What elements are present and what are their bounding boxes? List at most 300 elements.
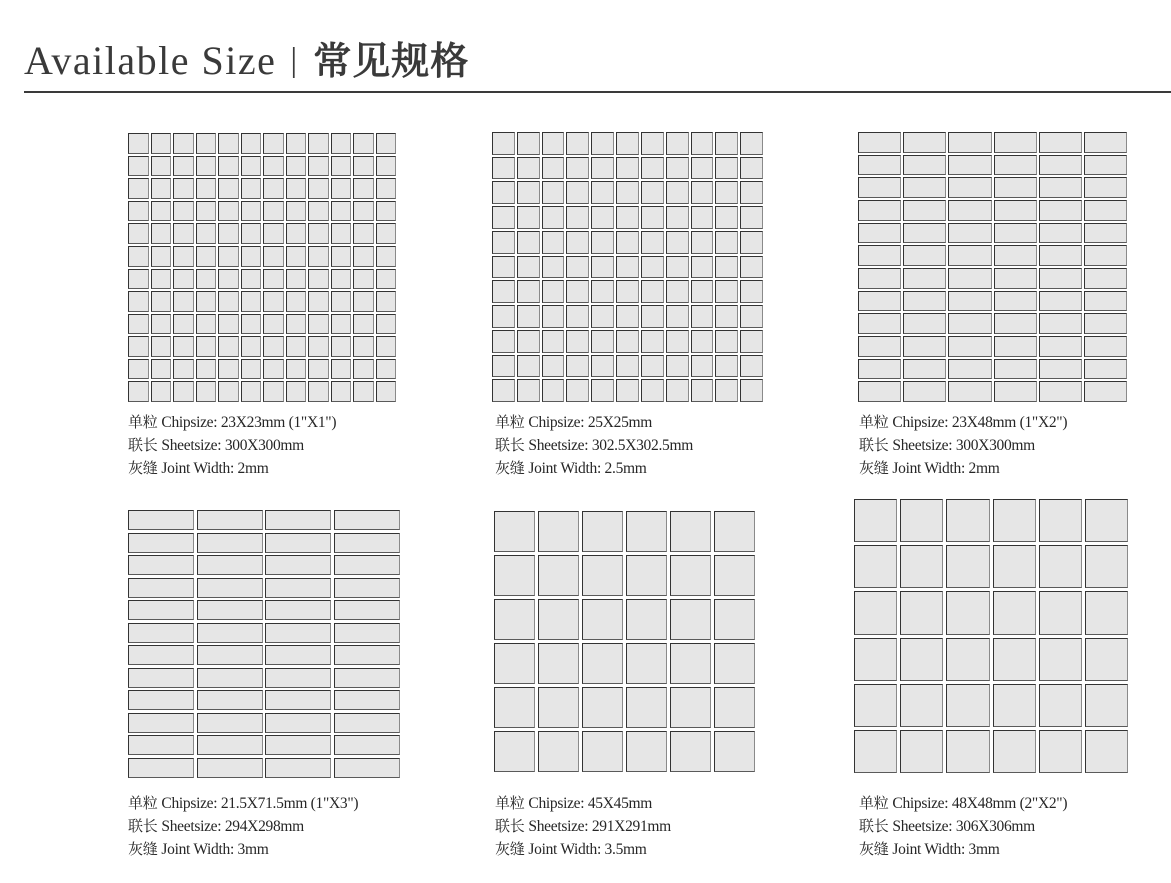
mosaic-chip [994,200,1037,221]
mosaic-chip [151,381,172,402]
mosaic-chip [173,269,194,290]
mosaic-chip [128,201,149,222]
mosaic-chip [903,155,946,176]
mosaic-chip [542,305,565,328]
spec-block-45x45 [495,792,671,861]
mosaic-chip [566,256,589,279]
mosaic-chip [128,336,149,357]
mosaic-chip [1039,730,1082,773]
mosaic-chip [616,379,639,402]
mosaic-chip [492,355,515,378]
mosaic-chip [286,133,307,154]
mosaic-chip [715,132,738,155]
mosaic-chip [241,246,262,267]
mosaic-chip [566,280,589,303]
mosaic-chip [858,291,901,312]
mosaic-chip [263,246,284,267]
mosaic-sheet-21-5x71-5 [128,510,400,778]
mosaic-chip [218,314,239,335]
mosaic-chip [492,379,515,402]
mosaic-chip [542,206,565,229]
mosaic-chip [197,668,263,688]
mosaic-chip [1039,177,1082,198]
mosaic-chip [948,155,991,176]
mosaic-chip [566,355,589,378]
mosaic-chip [517,157,540,180]
mosaic-chip [286,178,307,199]
mosaic-chip [376,178,397,199]
mosaic-chip [740,330,763,353]
mosaic-chip [1039,545,1082,588]
mosaic-chip [331,314,352,335]
mosaic-chip [241,156,262,177]
mosaic-chip [666,305,689,328]
mosaic-chip [353,336,374,357]
mosaic-chip [334,510,400,530]
mosaic-chip [858,245,901,266]
mosaic-chip [946,684,989,727]
mosaic-chip [858,132,901,153]
mosaic-chip [946,638,989,681]
mosaic-chip [591,181,614,204]
mosaic-chip [582,687,623,728]
mosaic-chip [854,684,897,727]
mosaic-chip [641,132,664,155]
mosaic-chip [900,684,943,727]
mosaic-chip [263,133,284,154]
mosaic-chip [691,132,714,155]
mosaic-chip [641,379,664,402]
mosaic-chip [197,623,263,643]
mosaic-chip [492,280,515,303]
mosaic-chip [715,379,738,402]
mosaic-chip [265,623,331,643]
mosaic-chip [948,268,991,289]
mosaic-chip [197,555,263,575]
mosaic-chip [591,231,614,254]
mosaic-chip [616,157,639,180]
mosaic-chip [858,177,901,198]
mosaic-chip [994,155,1037,176]
mosaic-chip [151,314,172,335]
mosaic-chip [903,313,946,334]
mosaic-chip [903,291,946,312]
mosaic-chip [353,314,374,335]
mosaic-chip [353,223,374,244]
mosaic-chip [331,269,352,290]
mosaic-chip [641,355,664,378]
mosaic-chip [494,555,535,596]
mosaic-chip [1039,245,1082,266]
mosaic-chip [948,177,991,198]
mosaic-chip [858,223,901,244]
mosaic-chip [218,269,239,290]
mosaic-chip [591,305,614,328]
mosaic-chip [128,178,149,199]
mosaic-chip [128,555,194,575]
mosaic-chip [641,256,664,279]
mosaic-chip [616,330,639,353]
mosaic-chip [241,269,262,290]
mosaic-chip [582,599,623,640]
mosaic-chip [308,133,329,154]
mosaic-chip [241,336,262,357]
mosaic-chip [128,510,194,530]
mosaic-chip [566,157,589,180]
mosaic-chip [517,305,540,328]
mosaic-chip [1084,313,1127,334]
mosaic-chip [196,359,217,380]
mosaic-chip [994,359,1037,380]
mosaic-chip [670,731,711,772]
mosaic-chip [308,201,329,222]
mosaic-chip [591,355,614,378]
mosaic-chip [993,545,1036,588]
mosaic-chip [128,359,149,380]
mosaic-chip [591,330,614,353]
sheetsize-line: 联长 Sheetsize: 294X298mm [128,817,304,835]
title-english: Available Size [24,38,277,83]
mosaic-chip [331,381,352,402]
mosaic-chip [900,638,943,681]
mosaic-chip [265,690,331,710]
mosaic-chip [582,555,623,596]
mosaic-chip [308,156,329,177]
mosaic-chip [591,280,614,303]
mosaic-chip [334,690,400,710]
mosaic-chip [542,256,565,279]
mosaic-chip [517,231,540,254]
mosaic-chip [666,206,689,229]
mosaic-chip [740,256,763,279]
mosaic-chip [616,256,639,279]
chipsize-line: 单粒 Chipsize: 23X48mm (1"X2") [859,413,1068,431]
mosaic-chip [517,256,540,279]
mosaic-chip [993,499,1036,542]
mosaic-chip [566,330,589,353]
mosaic-chip [1039,291,1082,312]
mosaic-chip [353,201,374,222]
mosaic-chip [334,533,400,553]
mosaic-chip [151,291,172,312]
spec-block-23x23 [128,411,336,480]
mosaic-chip [151,133,172,154]
mosaic-chip [263,201,284,222]
mosaic-chip [715,157,738,180]
mosaic-chip [218,359,239,380]
mosaic-chip [591,256,614,279]
mosaic-chip [173,178,194,199]
mosaic-chip [308,381,329,402]
mosaic-chip [740,305,763,328]
mosaic-chip [591,206,614,229]
page-header [24,30,469,85]
mosaic-chip [903,223,946,244]
mosaic-chip [691,330,714,353]
mosaic-chip [691,181,714,204]
mosaic-chip [1039,499,1082,542]
mosaic-chip [566,206,589,229]
mosaic-chip [566,132,589,155]
mosaic-chip [263,381,284,402]
mosaic-chip [308,246,329,267]
mosaic-chip [494,643,535,684]
mosaic-chip [715,355,738,378]
mosaic-chip [858,381,901,402]
mosaic-sheet-25x25 [492,132,763,402]
mosaic-chip [218,223,239,244]
mosaic-chip [517,379,540,402]
mosaic-chip [670,599,711,640]
mosaic-chip [616,280,639,303]
mosaic-chip [492,256,515,279]
mosaic-chip [308,359,329,380]
mosaic-chip [376,133,397,154]
mosaic-chip [1039,359,1082,380]
mosaic-chip [542,181,565,204]
mosaic-chip [538,555,579,596]
mosaic-chip [173,223,194,244]
mosaic-sheet-48x48 [854,499,1128,773]
mosaic-chip [858,313,901,334]
mosaic-chip [740,231,763,254]
mosaic-chip [1039,155,1082,176]
mosaic-chip [900,730,943,773]
mosaic-chip [714,643,755,684]
mosaic-chip [626,731,667,772]
mosaic-chip [334,645,400,665]
mosaic-chip [948,336,991,357]
mosaic-chip [308,314,329,335]
joint-width-line: 灰缝 Joint Width: 3mm [859,840,1000,858]
mosaic-chip [286,223,307,244]
chipsize-line: 单粒 Chipsize: 48X48mm (2"X2") [859,794,1068,812]
mosaic-chip [197,713,263,733]
mosaic-chip [286,359,307,380]
chipsize-line: 单粒 Chipsize: 45X45mm [495,794,653,812]
sheetsize-line: 联长 Sheetsize: 302.5X302.5mm [495,436,693,454]
mosaic-chip [286,201,307,222]
mosaic-chip [265,713,331,733]
mosaic-chip [151,359,172,380]
joint-width-line: 灰缝 Joint Width: 3mm [128,840,269,858]
chipsize-line: 单粒 Chipsize: 21.5X71.5mm (1"X3") [128,794,359,812]
mosaic-chip [715,256,738,279]
mosaic-chip [494,687,535,728]
mosaic-chip [1039,268,1082,289]
mosaic-chip [948,313,991,334]
mosaic-chip [218,336,239,357]
mosaic-chip [666,231,689,254]
mosaic-chip [173,336,194,357]
mosaic-chip [196,336,217,357]
mosaic-chip [128,291,149,312]
mosaic-chip [903,359,946,380]
mosaic-chip [517,132,540,155]
mosaic-chip [858,155,901,176]
mosaic-chip [517,355,540,378]
mosaic-chip [900,591,943,634]
mosaic-chip [1085,545,1128,588]
mosaic-chip [265,668,331,688]
mosaic-chip [740,157,763,180]
mosaic-chip [582,643,623,684]
mosaic-chip [1085,591,1128,634]
mosaic-chip [1039,200,1082,221]
mosaic-chip [616,305,639,328]
mosaic-chip [1039,381,1082,402]
mosaic-chip [376,223,397,244]
mosaic-chip [197,578,263,598]
mosaic-chip [994,313,1037,334]
mosaic-chip [948,381,991,402]
mosaic-chip [691,305,714,328]
mosaic-chip [218,133,239,154]
mosaic-chip [241,359,262,380]
mosaic-chip [666,132,689,155]
mosaic-chip [626,643,667,684]
mosaic-chip [948,200,991,221]
mosaic-chip [151,269,172,290]
mosaic-chip [946,591,989,634]
mosaic-chip [691,231,714,254]
mosaic-chip [903,268,946,289]
mosaic-chip [265,758,331,778]
mosaic-chip [993,591,1036,634]
joint-width-line: 灰缝 Joint Width: 2mm [128,459,269,477]
mosaic-chip [334,713,400,733]
mosaic-chip [353,156,374,177]
mosaic-chip [376,269,397,290]
mosaic-chip [128,578,194,598]
mosaic-chip [353,133,374,154]
mosaic-chip [714,599,755,640]
mosaic-chip [331,133,352,154]
mosaic-chip [173,359,194,380]
mosaic-chip [538,599,579,640]
mosaic-chip [715,305,738,328]
sheetsize-line: 联长 Sheetsize: 306X306mm [859,817,1035,835]
mosaic-chip [994,381,1037,402]
mosaic-chip [994,291,1037,312]
title-separator: | [290,42,298,79]
mosaic-chip [641,231,664,254]
mosaic-chip [331,246,352,267]
mosaic-chip [151,246,172,267]
mosaic-chip [331,201,352,222]
mosaic-chip [128,246,149,267]
mosaic-chip [151,201,172,222]
mosaic-chip [566,181,589,204]
mosaic-chip [265,645,331,665]
mosaic-chip [903,132,946,153]
mosaic-chip [616,206,639,229]
mosaic-chip [715,206,738,229]
mosaic-chip [308,223,329,244]
mosaic-chip [265,510,331,530]
mosaic-chip [517,206,540,229]
mosaic-chip [128,133,149,154]
mosaic-chip [858,200,901,221]
mosaic-chip [1039,313,1082,334]
mosaic-chip [670,687,711,728]
mosaic-chip [1084,155,1127,176]
mosaic-chip [196,223,217,244]
mosaic-chip [331,178,352,199]
mosaic-chip [151,178,172,199]
mosaic-chip [197,510,263,530]
mosaic-chip [903,177,946,198]
mosaic-chip [334,578,400,598]
mosaic-chip [993,638,1036,681]
mosaic-chip [376,291,397,312]
mosaic-chip [263,269,284,290]
mosaic-chip [666,280,689,303]
mosaic-chip [714,731,755,772]
mosaic-chip [666,330,689,353]
mosaic-chip [591,379,614,402]
mosaic-chip [197,645,263,665]
mosaic-chip [128,758,194,778]
mosaic-chip [715,330,738,353]
spec-block-48x48 [859,792,1067,861]
mosaic-chip [666,181,689,204]
mosaic-chip [1085,684,1128,727]
mosaic-chip [196,201,217,222]
mosaic-chip [241,381,262,402]
sheetsize-line: 联长 Sheetsize: 300X300mm [128,436,304,454]
mosaic-chip [566,379,589,402]
mosaic-chip [542,330,565,353]
mosaic-chip [128,314,149,335]
mosaic-chip [616,231,639,254]
mosaic-chip [854,545,897,588]
mosaic-chip [854,638,897,681]
mosaic-chip [286,336,307,357]
mosaic-chip [265,555,331,575]
mosaic-chip [197,533,263,553]
mosaic-chip [903,381,946,402]
joint-width-line: 灰缝 Joint Width: 2mm [859,459,1000,477]
mosaic-chip [196,291,217,312]
mosaic-chip [854,499,897,542]
joint-width-line: 灰缝 Joint Width: 3.5mm [495,840,647,858]
mosaic-chip [334,555,400,575]
mosaic-chip [197,735,263,755]
mosaic-chip [173,156,194,177]
mosaic-chip [218,201,239,222]
mosaic-chip [994,177,1037,198]
mosaic-chip [1085,499,1128,542]
mosaic-chip [641,157,664,180]
mosaic-chip [128,623,194,643]
sheetsize-line: 联长 Sheetsize: 291X291mm [495,817,671,835]
mosaic-chip [173,381,194,402]
mosaic-chip [858,359,901,380]
mosaic-chip [151,156,172,177]
mosaic-chip [308,291,329,312]
mosaic-chip [566,231,589,254]
mosaic-chip [265,533,331,553]
mosaic-chip [994,132,1037,153]
mosaic-chip [197,758,263,778]
mosaic-chip [173,246,194,267]
mosaic-chip [903,200,946,221]
mosaic-chip [151,336,172,357]
mosaic-chip [263,314,284,335]
mosaic-chip [715,181,738,204]
mosaic-chip [542,355,565,378]
